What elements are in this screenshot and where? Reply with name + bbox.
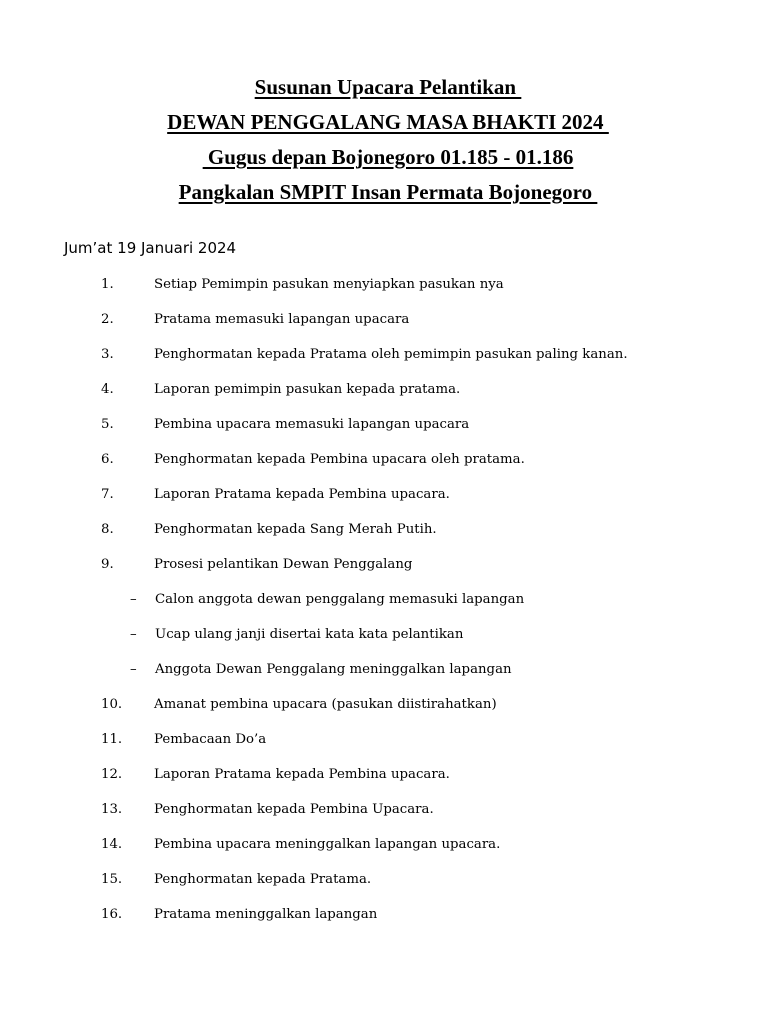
list-item <box>0 485 768 520</box>
list-item <box>0 695 768 730</box>
list-item <box>0 310 768 345</box>
step-text: Pembina upacara memasuki lapangan upacara <box>154 417 470 432</box>
list-item <box>0 450 768 485</box>
troop-title: Gugus depan Bojonegoro 01.185 - 01.186 <box>202 145 574 169</box>
step-number: 5. <box>101 417 114 432</box>
step-number: 3. <box>101 347 114 362</box>
step-number: 14. <box>101 837 123 852</box>
sub-step-text: Anggota Dewan Penggalang meninggalkan lapangan <box>155 662 512 677</box>
step-number: 9. <box>101 557 114 572</box>
list-item <box>0 800 768 835</box>
step-text: Laporan Pratama kepada Pembina upacara. <box>154 767 450 782</box>
step-text: Amanat pembina upacara (pasukan diistirahatkan) <box>154 697 497 712</box>
step-text: Penghormatan kepada Pratama oleh pemimpin pasukan paling kanan. <box>154 347 628 362</box>
step-text: Penghormatan kepada Pratama. <box>154 872 372 887</box>
step-text: Laporan pemimpin pasukan kepada pratama. <box>154 382 461 397</box>
step-number: 13. <box>101 802 123 817</box>
step-text: Prosesi pelantikan Dewan Penggalang <box>154 557 413 572</box>
ceremony-date: Jum’at 19 Januari 2024 <box>64 239 237 257</box>
step-text: Penghormatan kepada Pembina upacara oleh pratama. <box>154 452 525 467</box>
dash-bullet: – <box>130 627 137 642</box>
step-text: Pembacaan Do’a <box>154 732 267 747</box>
step-number: 12. <box>101 767 123 782</box>
step-number: 10. <box>101 697 123 712</box>
list-item <box>0 555 768 590</box>
step-text: Pratama memasuki lapangan upacara <box>154 312 410 327</box>
step-number: 6. <box>101 452 114 467</box>
step-number: 1. <box>101 277 114 292</box>
step-text: Penghormatan kepada Pembina Upacara. <box>154 802 434 817</box>
list-item <box>0 730 768 765</box>
sub-list-item <box>0 590 768 625</box>
sub-step-text: Calon anggota dewan penggalang memasuki lapangan <box>155 592 525 607</box>
step-text: Pembina upacara meninggalkan lapangan upacara. <box>154 837 501 852</box>
council-title: DEWAN PENGGALANG MASA BHAKTI 2024 <box>167 110 609 134</box>
step-text: Pratama meninggalkan lapangan <box>154 907 378 922</box>
dash-bullet: – <box>130 662 137 677</box>
list-item <box>0 870 768 905</box>
step-number: 16. <box>101 907 123 922</box>
step-text: Setiap Pemimpin pasukan menyiapkan pasukan nya <box>154 277 504 292</box>
list-item <box>0 765 768 800</box>
step-number: 8. <box>101 522 114 537</box>
sub-list-item <box>0 625 768 660</box>
step-text: Penghormatan kepada Sang Merah Putih. <box>154 522 437 537</box>
document-title: Susunan Upacara Pelantikan <box>254 75 522 99</box>
list-item <box>0 380 768 415</box>
step-number: 7. <box>101 487 114 502</box>
step-text: Laporan Pratama kepada Pembina upacara. <box>154 487 450 502</box>
ceremony-steps-list <box>0 275 768 940</box>
step-number: 2. <box>101 312 114 327</box>
list-item <box>0 415 768 450</box>
list-item <box>0 345 768 380</box>
list-item <box>0 520 768 555</box>
list-item <box>0 275 768 310</box>
step-number: 15. <box>101 872 123 887</box>
list-item <box>0 835 768 870</box>
title-block <box>0 77 768 217</box>
step-number: 4. <box>101 382 114 397</box>
list-item <box>0 905 768 940</box>
sub-list-item <box>0 660 768 695</box>
step-number: 11. <box>101 732 123 747</box>
sub-step-text: Ucap ulang janji disertai kata kata pelantikan <box>155 627 464 642</box>
base-title: Pangkalan SMPIT Insan Permata Bojonegoro <box>178 180 598 204</box>
dash-bullet: – <box>130 592 137 607</box>
